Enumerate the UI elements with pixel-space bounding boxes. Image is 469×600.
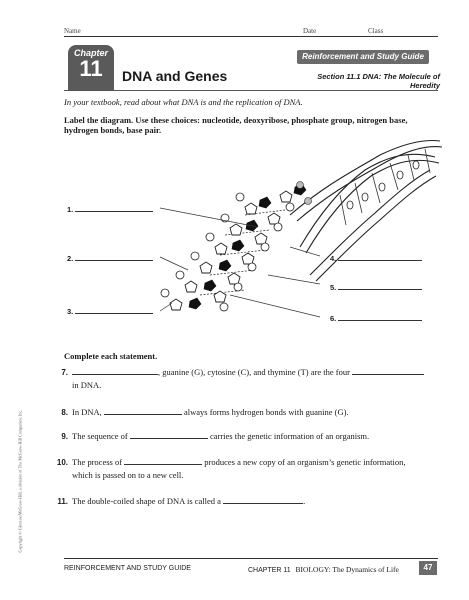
statement-9-blank[interactable] — [130, 431, 208, 439]
dna-diagram — [150, 135, 450, 340]
chapter-badge — [68, 45, 114, 90]
chapter-word: Chapter — [73, 48, 108, 58]
statement-11-blank[interactable] — [223, 496, 303, 504]
statement-7-blank-2[interactable] — [352, 367, 424, 375]
instructions — [64, 115, 444, 135]
footer-left: REINFORCEMENT AND STUDY GUIDE — [64, 565, 191, 572]
diagram-blank-5[interactable] — [338, 282, 422, 290]
diagram-label-5: 5. — [330, 282, 422, 292]
intro-text: In your textbook, read about what DNA is and the replication of DNA. — [64, 97, 303, 107]
date-label: Date — [303, 27, 317, 35]
statement-8: 8. In DNA, always forms hydrogen bonds with guanine (G). — [61, 407, 349, 417]
section-label — [260, 72, 440, 90]
copyright-notice: Copyright © Glencoe/McGraw-Hill, a division of The McGraw-Hill Companies, Inc. — [17, 409, 23, 553]
statement-8-blank[interactable] — [104, 407, 182, 415]
guide-banner: Reinforcement and Study Guide — [297, 50, 429, 64]
diagram-blank-1[interactable] — [75, 204, 153, 212]
statement-9: 9. The sequence of carries the genetic information of an organism. — [61, 431, 370, 441]
chapter-title: DNA and Genes — [122, 68, 228, 84]
instructions-line-1: Label the diagram. Use these choices: nucleotide, deoxyribose, phosphate group, nitrogen base, — [64, 115, 408, 125]
header-rule — [64, 36, 438, 37]
base-shapes-dark — [189, 184, 306, 309]
name-label: Name — [64, 27, 81, 35]
phosphate-circles — [161, 193, 294, 311]
diagram-blank-6[interactable] — [338, 313, 422, 321]
class-label: Class — [368, 27, 384, 35]
footer-book: BIOLOGY: The Dynamics of Life — [295, 565, 399, 574]
instructions-line-2: hydrogen bonds, base pair. — [64, 125, 162, 135]
section-line-2: Heredity — [409, 81, 440, 90]
diagram-blank-3[interactable] — [75, 306, 153, 314]
diagram-label-2: 2. — [67, 253, 153, 263]
section-line-1: Section 11.1 DNA: The Molecule of — [317, 72, 440, 81]
statement-11: 11. The double-coiled shape of DNA is called a . — [57, 496, 306, 506]
sugar-pentagons — [170, 191, 292, 310]
footer-rule — [64, 558, 438, 559]
diagram-label-6: 6. — [330, 313, 422, 323]
leader-lines — [160, 208, 320, 317]
diagram-label-4: 4. — [330, 253, 422, 263]
footer-chapter: CHAPTER 11 — [248, 567, 291, 574]
diagram-label-1: 1. — [67, 204, 153, 214]
diagram-blank-4[interactable] — [338, 253, 422, 261]
diagram-blank-2[interactable] — [75, 253, 153, 261]
complete-heading: Complete each statement. — [64, 351, 158, 361]
statement-7-blank-1[interactable] — [72, 367, 158, 375]
page-number: 47 — [419, 561, 437, 575]
footer-right — [248, 565, 399, 574]
statement-10: 10. The process of produces a new copy of an organism’s genetic information, which is passed on to a new cell. — [56, 457, 406, 480]
chapter-number: 11 — [79, 56, 103, 81]
statement-7: 7. , guanine (G), cytosine (C), and thymine (T) are the four in DNA. — [52, 366, 442, 392]
diagram-label-3: 3. — [67, 306, 153, 316]
statement-10-blank[interactable] — [124, 457, 202, 465]
title-rule — [64, 90, 438, 91]
